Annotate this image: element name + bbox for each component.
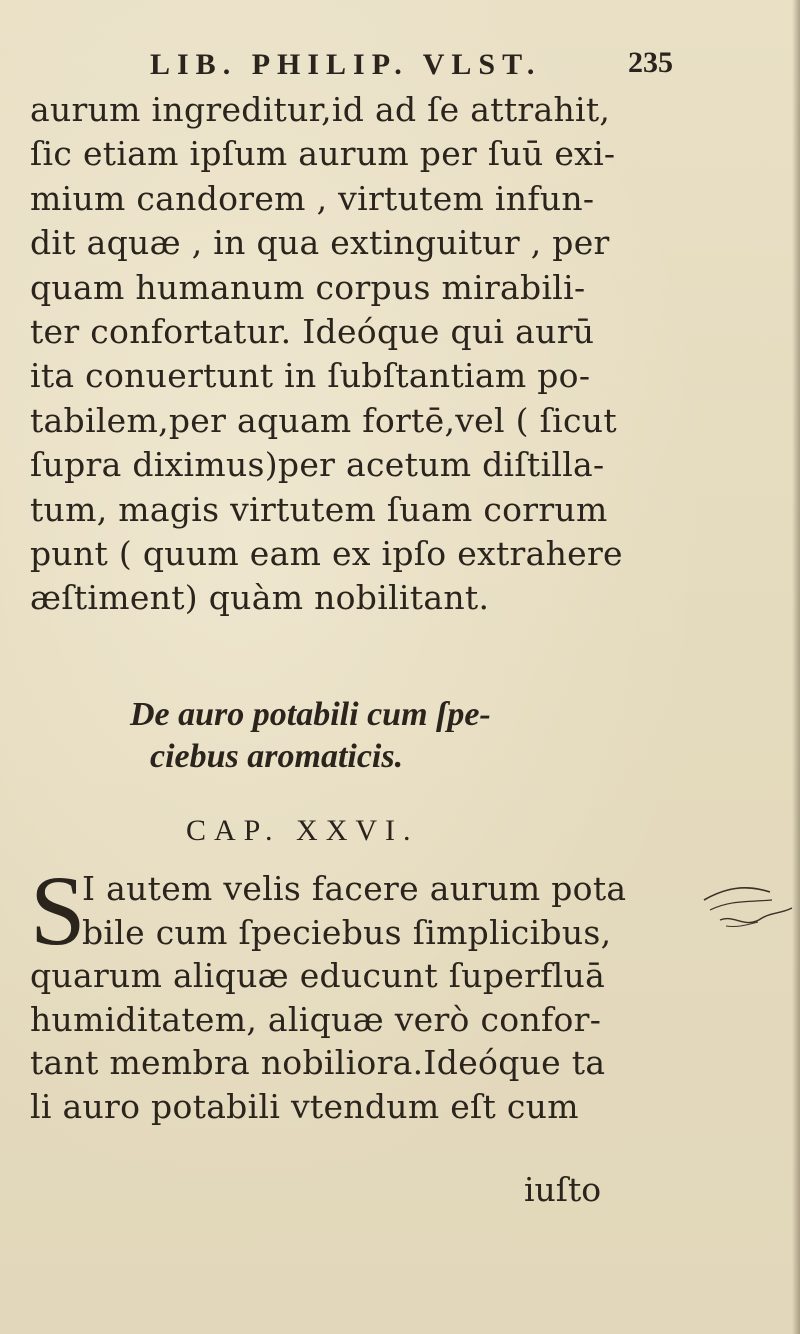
text-line: bile cum ſpeciebus ſimplicibus, xyxy=(82,912,612,952)
text-line: ſupra diximus)per acetum diſtilla- xyxy=(30,445,605,485)
page-number: 235 xyxy=(628,46,673,79)
chapter-title-line: ciebus aromaticis. xyxy=(150,738,404,775)
catchword: iuſto xyxy=(524,1170,602,1209)
chapter-body xyxy=(30,855,690,1129)
text-line: li auro potabili vtendum eſt cum xyxy=(30,1086,579,1126)
text-line: ter confortatur. Ideóque qui aurū xyxy=(30,311,595,351)
text-line: dit aquæ , in qua extinguitur , per xyxy=(30,223,610,263)
drop-cap-initial: S xyxy=(30,855,86,966)
margin-flourish-icon xyxy=(700,870,795,950)
chapter-title xyxy=(130,694,650,778)
text-line: tum, magis virtutem ſuam corrum xyxy=(30,489,608,529)
text-line: ſic etiam ipſum aurum per ſuū exi- xyxy=(30,134,616,174)
chapter-title-line: De auro potabili cum ſpe- xyxy=(130,696,491,733)
text-line: I autem velis facere aurum pota xyxy=(82,869,627,908)
text-line: ita conuertunt in ſubſtantiam po- xyxy=(30,356,591,396)
text-line: punt ( quum eam ex ipſo extrahere xyxy=(30,533,623,573)
page-edge-shadow xyxy=(792,0,800,1334)
text-line: quam humanum corpus mirabili- xyxy=(30,267,586,307)
text-line: mium candorem , virtutem infun- xyxy=(30,178,595,218)
text-line: humiditatem, aliquæ verò confor- xyxy=(30,999,602,1039)
text-line: quarum aliquæ educunt ſuperfluā xyxy=(30,956,606,996)
paragraph-text xyxy=(30,88,680,621)
text-line: aurum ingreditur,id ad ſe attrahit, xyxy=(30,90,611,129)
text-line: æſtiment) quàm nobilitant. xyxy=(30,578,490,618)
running-head: LIB. PHILIP. VLST. xyxy=(150,48,542,81)
chapter-number: CAP. XXVI. xyxy=(186,814,419,847)
text-line: tant membra nobiliora.Ideóque ta xyxy=(30,1043,606,1083)
text-line: tabilem,per aquam fortē,vel ( ſicut xyxy=(30,400,617,440)
